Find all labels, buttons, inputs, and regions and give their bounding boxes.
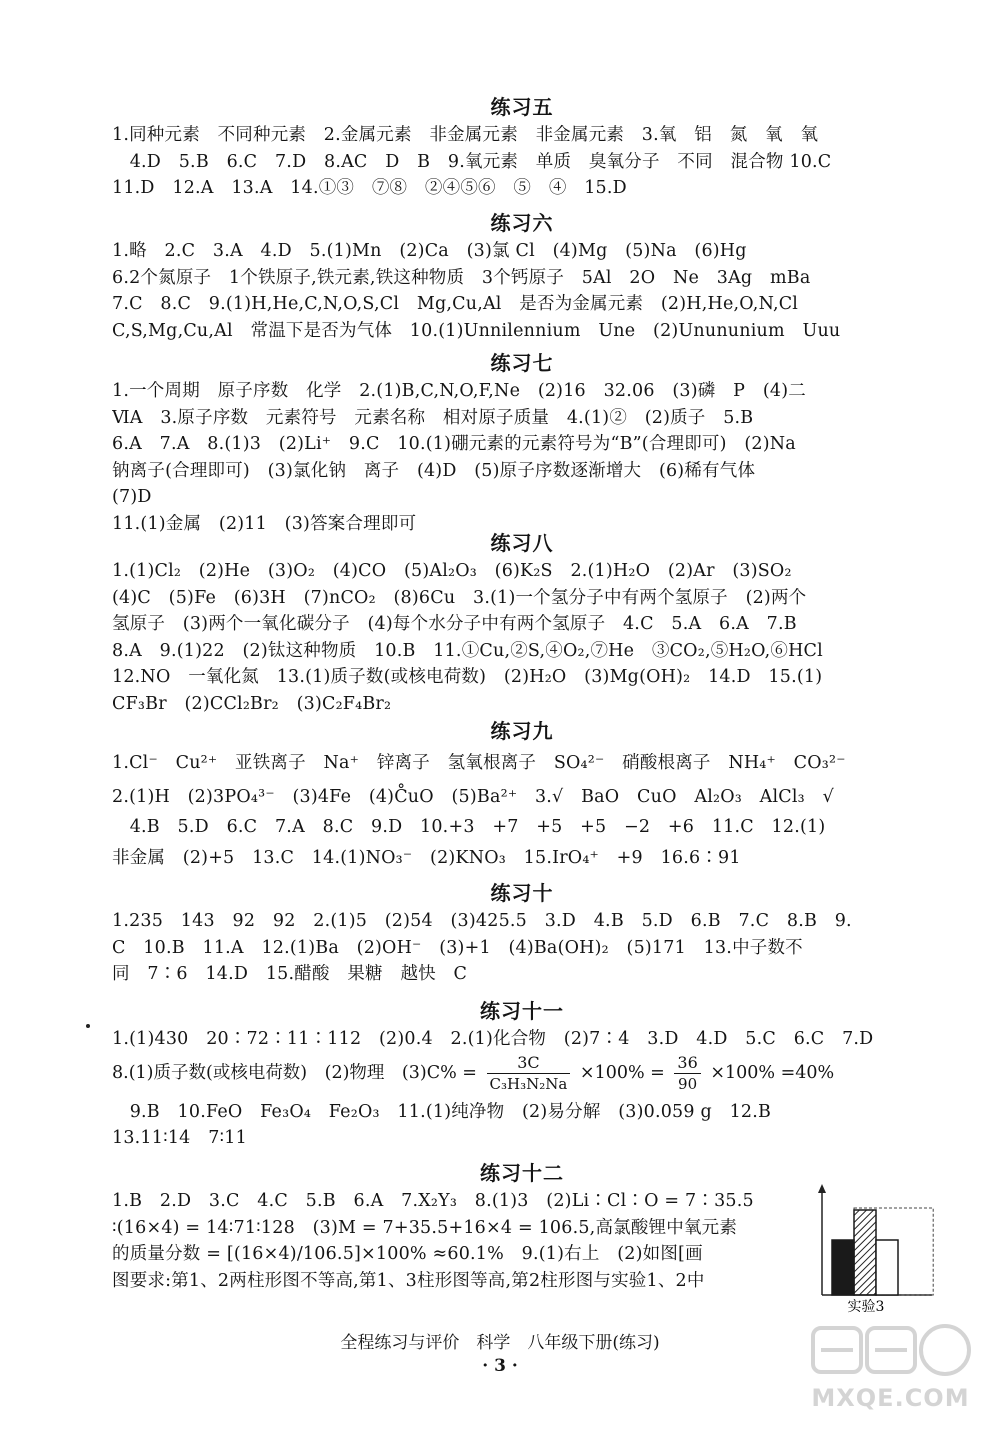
section-title: 练习九: [490, 719, 554, 743]
answer-line: 1.B 2.D 3.C 4.C 5.B 6.A 7.X₂Y₃ 8.(1)3 (2)Li∶Cl∶O = 7∶35.5: [112, 1191, 754, 1211]
answer-line: 1.一个周期 原子序数 化学 2.(1)B,C,N,O,F,Ne (2)16 32.06 (3)磷 P (4)二: [112, 381, 806, 401]
answer-line: 1.(1)Cl₂ (2)He (3)O₂ (4)CO (5)Al₂O₃ (6)K₂S 2.(1)H₂O (2)Ar (3)SO₂: [112, 561, 792, 581]
answer-line: 2.(1)H (2)3PO₄³⁻ (3)4Fe (4)C̊uO (5)Ba²⁺ 3.√ BaO CuO Al₂O₃ AlCl₃ √: [112, 787, 834, 807]
fraction-numerator: 36: [674, 1053, 700, 1074]
section-title: 练习十二: [480, 1161, 564, 1185]
section-ex10: [112, 878, 932, 988]
answer-line: 1.略 2.C 3.A 4.D 5.(1)Mn (2)Ca (3)氯 Cl (4)Mg (5)Na (6)Hg: [112, 241, 747, 261]
section-title: 练习十: [490, 881, 554, 905]
answer-line: 11.D 12.A 13.A 14.①③ ⑦⑧ ②④⑤⑥ ⑤ ④ 15.D: [112, 178, 627, 198]
section-ex11: [112, 996, 932, 1152]
answer-line: 4.B 5.D 6.C 7.A 8.C 9.D 10.+3 +7 +5 +5 −2 +6 11.C 12.(1): [112, 817, 826, 837]
answer-line: C 10.B 11.A 12.(1)Ba (2)OH⁻ (3)+1 (4)Ba(OH)₂ (5)171 13.中子数不: [112, 937, 803, 958]
answer-line: (4)C (5)Fe (6)3H (7)nCO₂ (8)6Cu 3.(1)一个氢分子中有两个氢原子 (2)两个: [112, 587, 807, 608]
formula-mid: ×100% =: [579, 1062, 665, 1083]
experiment-bar-figure: [808, 1183, 938, 1313]
answer-line: 的质量分数 = [(16×4)/106.5]×100% ≈60.1% 9.(1)右上 (2)如图[画: [112, 1244, 703, 1264]
watermark: [803, 1320, 978, 1416]
answer-line: 4.D 5.B 6.C 7.D 8.AC D B 9.氧元素 单质 臭氧分子 不同 混合物 10.C: [112, 151, 832, 172]
bar-1: [832, 1240, 854, 1295]
answer-line: 12.NO 一氧化氮 13.(1)质子数(或核电荷数) (2)H₂O (3)Mg(OH)₂ 14.D 15.(1): [112, 667, 823, 687]
answer-line: 非金属 (2)+5 13.C 14.(1)NO₃⁻ (2)KNO₃ 15.IrO₄⁺ +9 16.6∶91: [112, 847, 741, 868]
section-ex12: [112, 1158, 802, 1294]
answer-line: 6.A 7.A 8.(1)3 (2)Li⁺ 9.C 10.(1)硼元素的元素符号为“B”(合理即可) (2)Na: [112, 434, 796, 454]
figure-label: 实验3: [847, 1299, 885, 1313]
answer-line: 13.11∶14 7∶11: [112, 1128, 247, 1148]
formula-suffix: ×100% =40%: [710, 1062, 835, 1083]
answer-line: ∶(16×4) = 14∶71∶128 (3)M = 7+35.5+16×4 = 106.5,高氯酸锂中氧元素: [112, 1217, 738, 1238]
formula-prefix: 8.(1)质子数(或核电荷数) (2)物理 (3)C% =: [112, 1062, 477, 1083]
section-title: 练习八: [490, 531, 554, 555]
formula-line: [112, 1053, 932, 1099]
bar-3: [876, 1240, 898, 1295]
section-ex8: [112, 528, 932, 717]
section-ex9: [112, 716, 932, 875]
answer-line: CF₃Br (2)CCl₂Br₂ (3)C₂F₄Br₂: [112, 693, 392, 714]
answer-line: 7.C 8.C 9.(1)H,He,C,N,O,S,Cl Mg,Cu,Al 是否为金属元素 (2)H,He,O,N,Cl: [112, 294, 799, 314]
bar-2: [854, 1210, 876, 1295]
section-title: 练习六: [490, 211, 554, 235]
answer-line: ⅥA 3.原子序数 元素符号 元素名称 相对原子质量 4.(1)② (2)质子 5.B: [112, 407, 754, 428]
y-axis-arrow-icon: [818, 1184, 826, 1193]
answer-line: 1.同种元素 不同种元素 2.金属元素 非金属元素 非金属元素 3.氧 铝 氮 氧 氧: [112, 125, 819, 145]
fraction-denominator: 90: [678, 1074, 698, 1093]
watermark-text: MXQE.COM: [811, 1384, 970, 1412]
section-title: 练习十一: [480, 999, 564, 1023]
stray-dot: [86, 1024, 90, 1028]
fraction-denominator: C₃H₃N₂Na: [489, 1074, 568, 1093]
answer-line: 9.B 10.FeO Fe₃O₄ Fe₂O₃ 11.(1)纯净物 (2)易分解 (3)0.059 g 12.B: [112, 1101, 772, 1122]
answer-line: 1.235 143 92 92 2.(1)5 (2)54 (3)425.5 3.D 4.B 5.D 6.B 7.C 8.B 9.: [112, 911, 852, 931]
answer-line: 图要求:第1、2两柱形图不等高,第1、3柱形图等高,第2柱形图与实验1、2中: [112, 1270, 705, 1291]
figure-svg: [808, 1183, 938, 1313]
section-ex6: [112, 208, 932, 344]
section-ex7: [112, 348, 932, 537]
watermark-logo-icon: [803, 1320, 978, 1390]
answer-line: 6.2个氮原子 1个铁原子,铁元素,铁这种物质 3个钙原子 5Al 2O Ne 3Ag mBa: [112, 267, 811, 288]
section-title: 练习五: [490, 95, 554, 119]
answer-line: 同 7∶6 14.D 15.醋酸 果糖 越快 C: [112, 964, 468, 984]
page-number: · 3 ·: [482, 1356, 518, 1376]
answer-line: 1.(1)430 20∶72∶11∶112 (2)0.4 2.(1)化合物 (2)7∶4 3.D 4.D 5.C 6.C 7.D: [112, 1029, 874, 1049]
section-title: 练习七: [490, 351, 554, 375]
section-ex5: [112, 92, 932, 202]
answer-line: C,S,Mg,Cu,Al 常温下是否为气体 10.(1)Unnilennium Une (2)Unununium Uuu: [112, 320, 841, 341]
fraction-value: [674, 1053, 700, 1094]
fraction-mass-ratio: [487, 1053, 571, 1094]
answer-line: 钠离子(合理即可) (3)氯化钠 离子 (4)D (5)原子序数逐渐增大 (6)稀有气体: [112, 460, 756, 481]
answer-line: 1.Cl⁻ Cu²⁺ 亚铁离子 Na⁺ 锌离子 氢氧根离子 SO₄²⁻ 硝酸根离子 NH₄⁺ CO₃²⁻: [112, 753, 846, 773]
footer-title: 全程练习与评价 科学 八年级下册(练习): [340, 1333, 660, 1353]
answer-line: 氢原子 (3)两个一氧化碳分子 (4)每个水分子中有两个氢原子 4.C 5.A 6.A 7.B: [112, 614, 797, 634]
fraction-numerator: 3C: [487, 1053, 571, 1074]
answer-line: 8.A 9.(1)22 (2)钛这种物质 10.B 11.①Cu,②S,④O₂,⑦He ③CO₂,⑤H₂O,⑥HCl: [112, 640, 823, 661]
answer-line: 11.(1)金属 (2)11 (3)答案合理即可: [112, 513, 417, 534]
answer-line: (7)D: [112, 487, 152, 507]
